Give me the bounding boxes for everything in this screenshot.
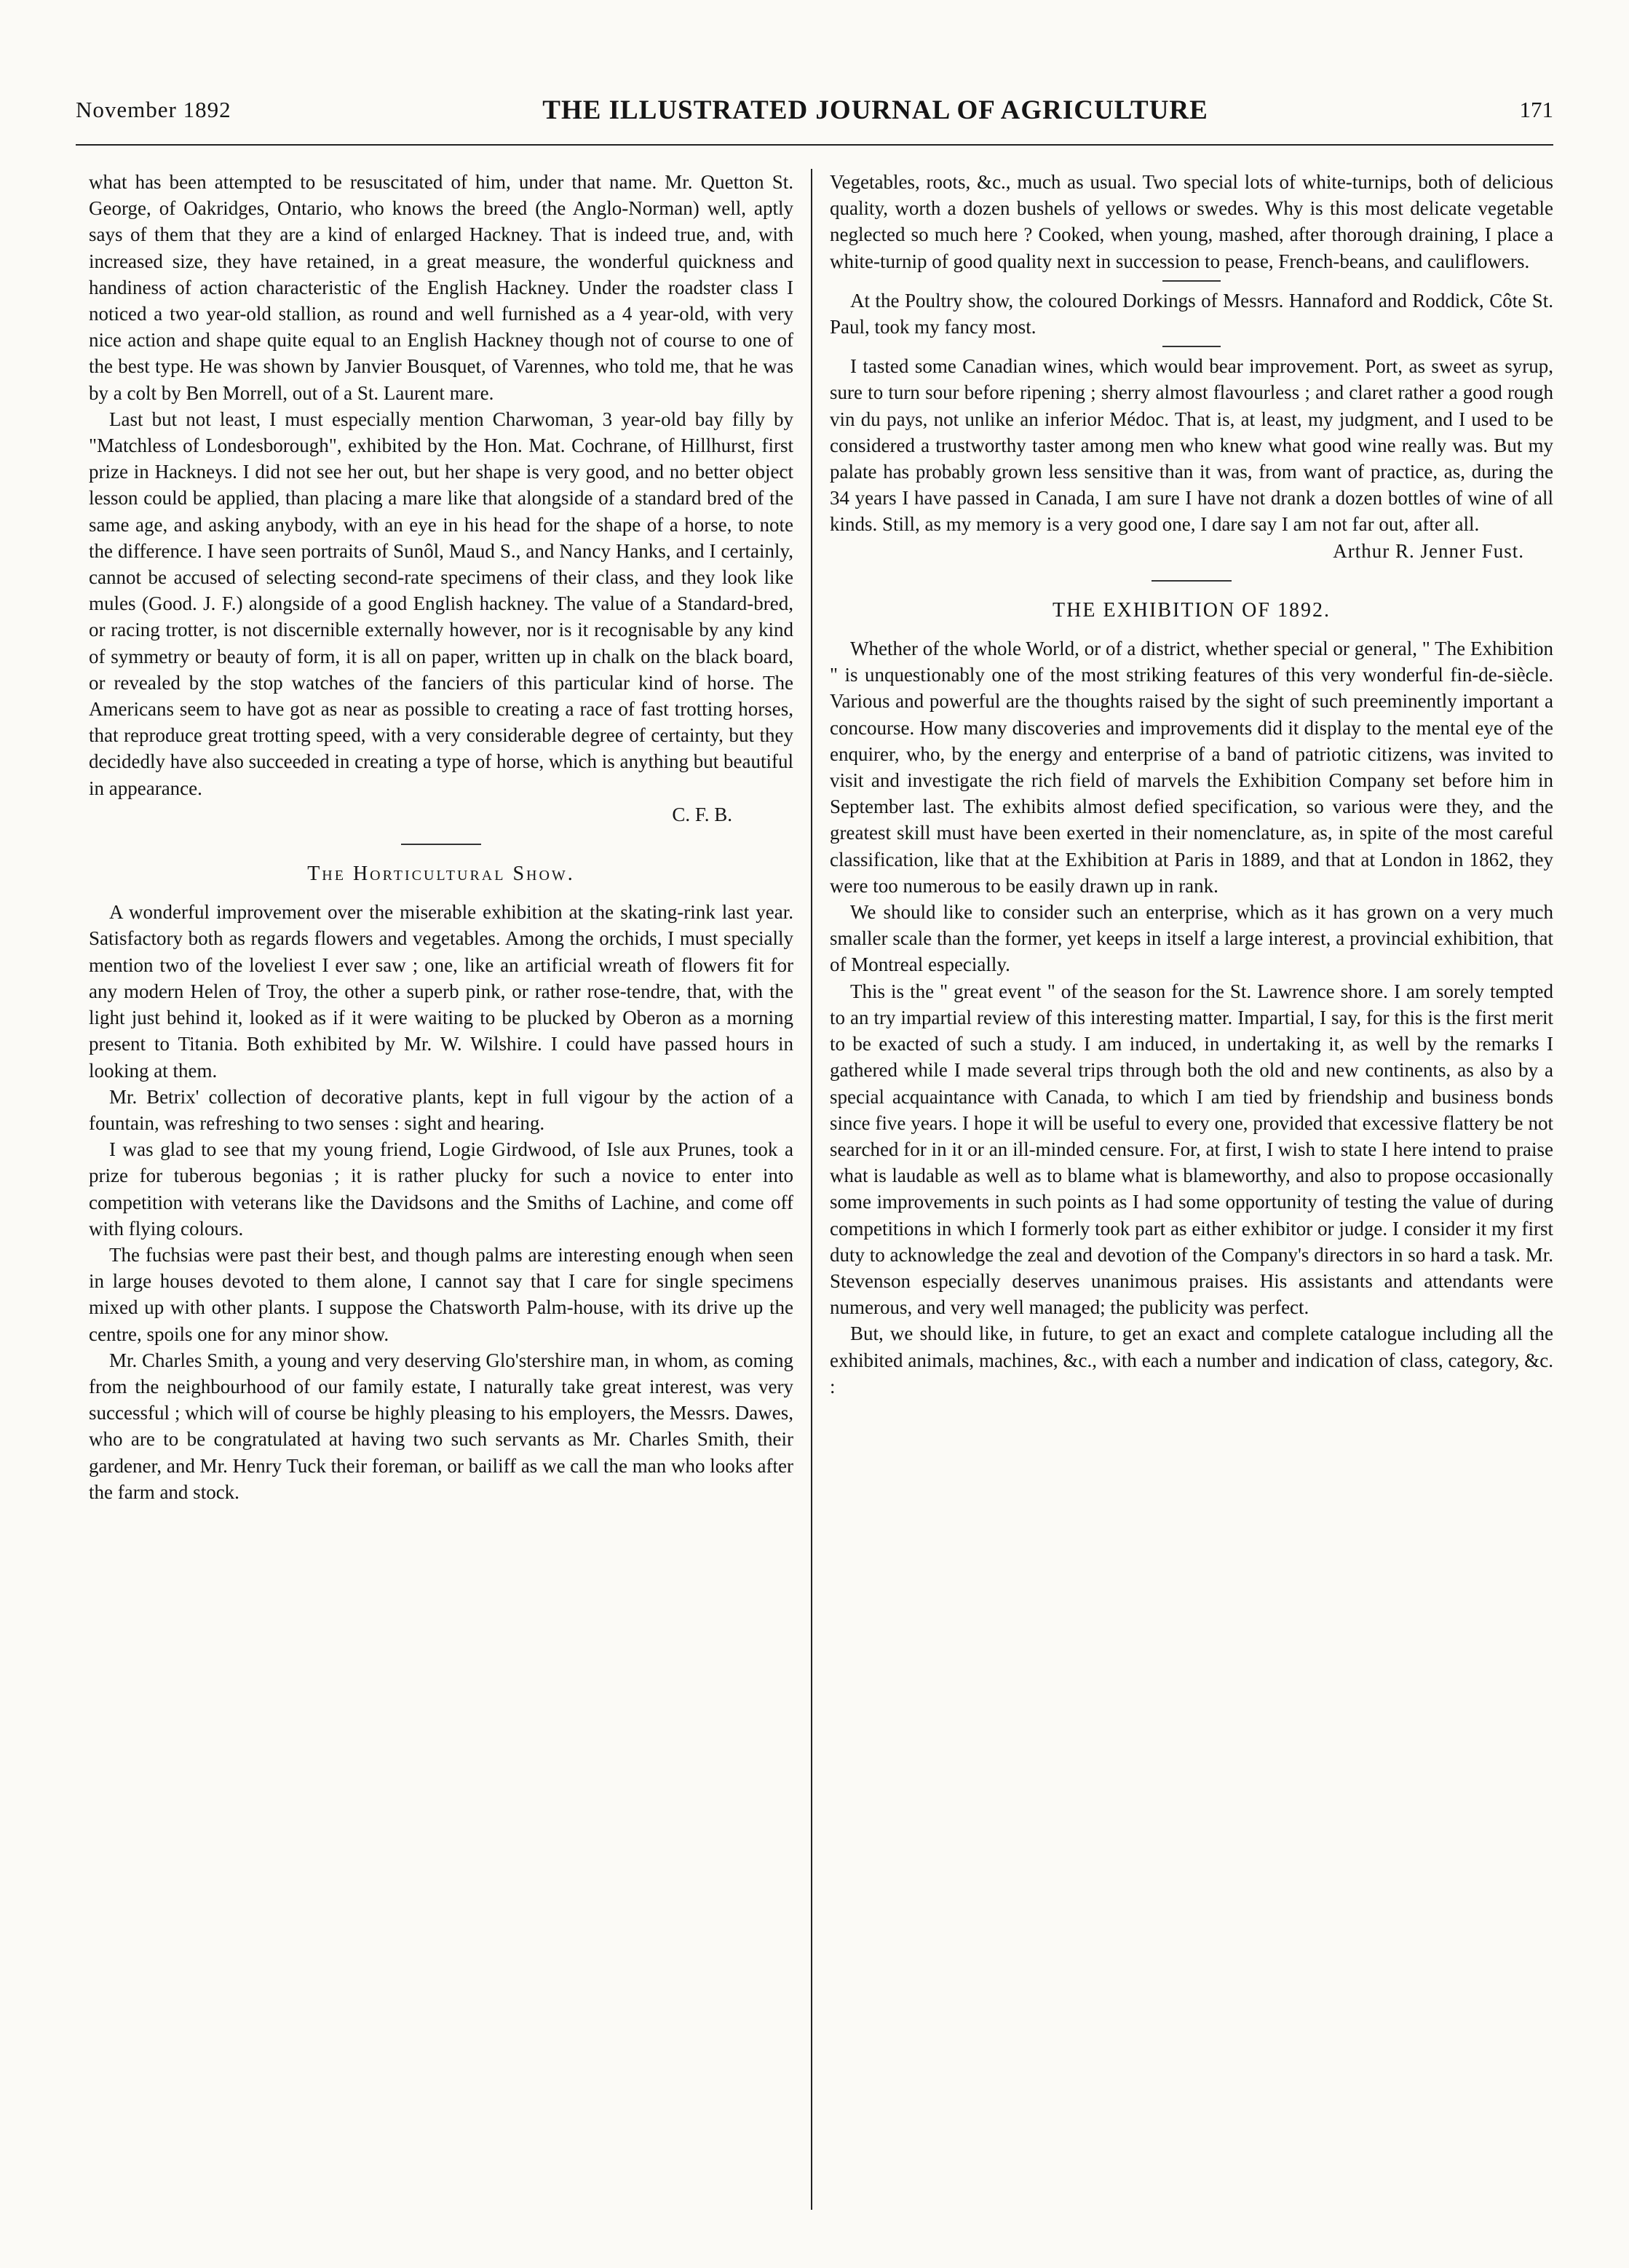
- header-date: November 1892: [76, 97, 231, 122]
- article-paragraph: Whether of the whole World, or of a district, whether special or general, " The Exhibition " is unquestionably one of the most striking features of this very wonderful fin-de-siècle. Various and powerful are the thoughts raised by the sight of such preeminently important a concourse. How many discoveries and improvements did it display to the mental eye of the enquirer, who, by the energy and enterprise of a band of patriotic citizens, was invited to visit and investigate the rich field of marvels the Exhibition Company set before him in September last. The exhibits almost defied specification, so various were they, and the greatest skill must have been exerted in their nomenclature, as, in spite of the most careful classification, like that at the Exhibition at Paris in 1889, and that at London in 1862, they were too numerous to be easily drawn up in rank.: [830, 638, 1553, 897]
- section-divider: [1162, 280, 1221, 282]
- section-divider: [1162, 346, 1221, 347]
- article-paragraph: But, we should like, in future, to get an exact and complete catalogue including all the exhibited animals, machines, &c., with each a number and indication of class, category, &c. :: [830, 1323, 1553, 1397]
- article-paragraph: The fuchsias were past their best, and though palms are interesting enough when seen in large houses devoted to them alone, I cannot say that I care for single specimens mixed up with other plants. I suppose the Chatsworth Palm-house, with its drive up the centre, spoils one for any minor show.: [89, 1243, 793, 1345]
- article-paragraph: We should like to consider such an enterprise, which as it has grown on a very much smaller scale than the former, yet keeps in itself a large interest, a provincial exhibition, that of Montreal especially.: [830, 901, 1553, 976]
- article-paragraph: This is the " great event " of the season for the St. Lawrence shore. I am sorely tempted to an try impartial review of this interesting matter. Impartial, I say, for this is the first merit to be exacted of such a study. I am induced, in undertaking it, as well by the remarks I gathered while I made several trips through both the old and new continents, as also by a special acquaintance with Canada, to which I am tied by friendship and business bonds since five years. I hope it will be useful to every one, provided that excessive flattery be not searched for in it or an ill-minded censure. For, at first, I wish to state I here intend to praise what is laudable as well as to blame what is blameworthy, and also to propose occasionally some improvements in such points as I had some opportunity of testing the value of during competitions in which I formerly took part as either exhibitor or judge. I consider it my first duty to acknowledge the zeal and devotion of the Company's directors in so hard a task. Mr. Stevenson especially deserves unanimous praises. His assistants and attendants were numerous, and very well managed; the publicity was perfect.: [830, 980, 1553, 1319]
- section-heading: THE EXHIBITION OF 1892.: [1053, 598, 1331, 622]
- journal-title: THE ILLUSTRATED JOURNAL OF AGRICULTURE: [542, 95, 1208, 125]
- article-paragraph: A wonderful improvement over the miserable exhibition at the skating-rink last year. Satisfactory both as regards flowers and vegetables. Among the orchids, I must specially mention two of the loveliest I ever saw ; one, like an artificial wreath of flowers fit for any modern Helen of Troy, the other a superb pink, or rather rose-tendre, that, with the light just behind it, looked as if it were waiting to be plucked by Oberon as a morning present to Titania. Both exhibited by Mr. W. Wilshire. I could have passed hours in looking at them.: [89, 901, 793, 1082]
- article-paragraph: Last but not least, I must especially mention Charwoman, 3 year-old bay filly by "Matchless of Londesborough", exhibited by the Hon. Mat. Cochrane, of Hillhurst, first prize in Hackneys. I did not see her out, but her shape is very good, and no better object lesson could be applied, than placing a mare like that alongside of a standard bred of the same age, and asking anybody, with an eye in his head for the shape of a horse, to note the difference. I have seen portraits of Sunôl, Maud S., and Nancy Hanks, and I certainly, cannot be accused of selecting second-rate specimens of their class, and they look like mules (Good. J. F.) alongside of a good English hackney. The value of a Standard-bred, or racing trotter, is not discernible externally however, nor is it recognisable by any kind of symmetry or beauty of form, it is all on paper, written up in chalk on the black board, or revealed by the stop watches of the fanciers of this particular kind of horse. The Americans seem to have got as near as possible to creating a race of fast trotting horses, that reproduce great trotting speed, with a very considerable degree of certainty, but they decidedly have also succeeded in creating a type of horse, which is anything but beautiful in appearance.: [89, 408, 793, 799]
- article-paragraph: Mr. Charles Smith, a young and very deserving Glo'stershire man, in whom, as coming from the neighbourhood of our family estate, I naturally take great interest, was very successful ; which will of course be highly pleasing to his employers, the Messrs. Dawes, who are to be congratulated at having two such servants as Mr. Charles Smith, their gardener, and Mr. Henry Tuck their foreman, or bailiff as we call the man who looks after the farm and stock.: [89, 1349, 793, 1503]
- right-column: [830, 169, 1553, 1400]
- page-number: 171: [1519, 97, 1553, 122]
- article-paragraph: I tasted some Canadian wines, which would bear improvement. Port, as sweet as syrup, sure to turn sour before ripening ; sherry almost flavourless ; and claret rather a good rough vin du pays, not unlike an inferior Médoc. That is, at least, my judgment, and I used to be considered a trustworthy taster among men who knew what good wine really was. But my palate has probably grown less sensitive than it was, from want of practice, as, during the 34 years I have passed in Canada, I am sure I have not drank a dozen bottles of wine of all kinds. Still, as my memory is a very good one, I dare say I am not far out, after all.: [830, 355, 1553, 536]
- author-signature: Arthur R. Jenner Fust.: [1333, 539, 1524, 562]
- section-divider: [1152, 580, 1232, 582]
- page-header: [76, 92, 1553, 128]
- author-signature: C. F. B.: [672, 803, 732, 825]
- section-heading: The Horticultural Show.: [307, 863, 575, 886]
- header-rule: [76, 144, 1553, 146]
- section-divider: [401, 844, 481, 845]
- article-paragraph: At the Poultry show, the coloured Dorkings of Messrs. Hannaford and Roddick, Côte St. Paul, took my fancy most.: [830, 289, 1553, 338]
- article-paragraph: I was glad to see that my young friend, Logie Girdwood, of Isle aux Prunes, took a prize for tuberous begonias ; it is rather plucky for such a novice to enter into competition with veterans like the Davidsons and the Smiths of Lachine, and come off with flying colours.: [89, 1138, 793, 1240]
- article-paragraph: Mr. Betrix' collection of decorative plants, kept in full vigour by the action of a fountain, was refreshing to two senses : sight and hearing.: [89, 1085, 793, 1134]
- article-paragraph: Vegetables, roots, &c., much as usual. Two special lots of white-turnips, both of delicious quality, worth a dozen bushels of yellows or swedes. Why is this most delicate vegetable neglected so much here ? Cooked, when young, mashed, after thorough draining, I place a white-turnip of good quality next in succession to pease, French-beans, and cauliflowers.: [830, 171, 1553, 272]
- article-paragraph: what has been attempted to be resuscitated of him, under that name. Mr. Quetton St. George, of Oakridges, Ontario, who knows the breed (the Anglo-Norman) well, aptly says of them that they are a kind of enlarged Hackney. That is indeed true, and, with increased size, they have retained, in a great measure, the wonderful quickness and handiness of action characteristic of the English Hackney. Under the roadster class I noticed a two year-old stallion, as round and well furnished as a 4 year-old, with very nice action and shape quite equal to an English Hackney though not of course to one of the best type. He was shown by Janvier Bousquet, of Varennes, who told me, that he was by a colt by Ben Morrell, out of a St. Laurent mare.: [89, 171, 793, 404]
- column-divider: [811, 169, 812, 2210]
- left-column: [89, 169, 793, 1505]
